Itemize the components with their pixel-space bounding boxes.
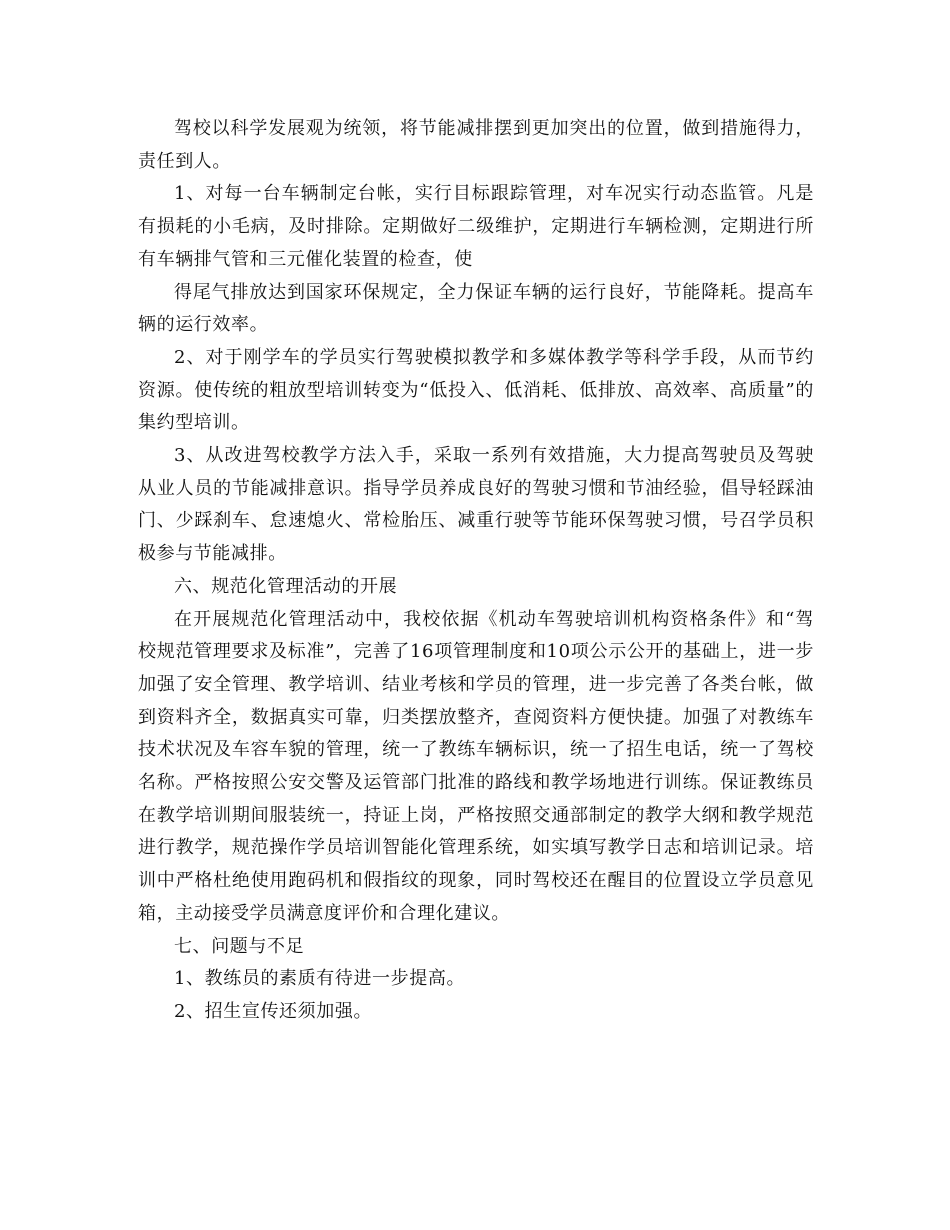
paragraph-item-3: 3、从改进驾校教学方法入手，采取一系列有效措施，大力提高驾驶员及驾驶从业人员的节能减排意识。指导学员养成良好的驾驶习惯和节油经验，倡导轻踩油门、少踩刹车、怠速熄火、常检胎压、减重行驶等节能环保驾驶习惯，号召学员积极参与节能减排。 — [138, 445, 814, 565]
section-heading-6: 六、规范化管理活动的开展 — [174, 575, 398, 597]
paragraph-problem-1: 1、教练员的素质有待进一步提高。 — [174, 968, 466, 990]
paragraph-section-6-body: 在开展规范化管理活动中，我校依据《机动车驾驶培训机构资格条件》和“驾校规范管理要求及标准”，完善了16项管理制度和10项公示公开的基础上，进一步加强了安全管理、教学培训、结业考核和学员的管理，进一步完善了各类台帐，做到资料齐全，数据真实可靠，归类摆放整齐，查阅资料方便快捷。加强了对教练车技术状况及车容车貌的管理，统一了教练车辆标识，统一了招生电话，统一了驾校名称。严格按照公安交警及运管部门批准的路线和教学场地进行训练。保证教练员在教学培训期间服装统一，持证上岗，严格按照交通部制定的教学大纲和教学规范进行教学，规范操作学员培训智能化管理系统，如实填写教学日志和培训记录。培训中严格杜绝使用跑码机和假指纹的现象，同时驾校还在醒目的位置设立学员意见箱，主动接受学员满意度评价和合理化建议。 — [138, 608, 814, 924]
paragraph-item-1: 1、对每一台车辆制定台帐，实行目标跟踪管理，对车况实行动态监管。凡是有损耗的小毛病，及时排除。定期做好二级维护，定期进行车辆检测，定期进行所有车辆排气管和三元催化装置的检查，使 — [138, 183, 814, 270]
paragraph-intro: 驾校以科学发展观为统领，将节能减排摆到更加突出的位置，做到措施得力，责任到人。 — [138, 118, 814, 172]
document-body — [138, 113, 814, 1029]
paragraph-problem-2: 2、招生宣传还须加强。 — [174, 1000, 373, 1022]
paragraph-item-2: 2、对于刚学车的学员实行驾驶模拟教学和多媒体教学等科学手段，从而节约资源。使传统的粗放型培训转变为“低投入、低消耗、低排放、高效率、高质量”的集约型培训。 — [138, 346, 814, 434]
paragraph-item-1-continued: 得尾气排放达到国家环保规定，全力保证车辆的运行良好，节能降耗。提高车辆的运行效率。 — [138, 281, 814, 336]
section-heading-7: 七、问题与不足 — [174, 935, 305, 957]
